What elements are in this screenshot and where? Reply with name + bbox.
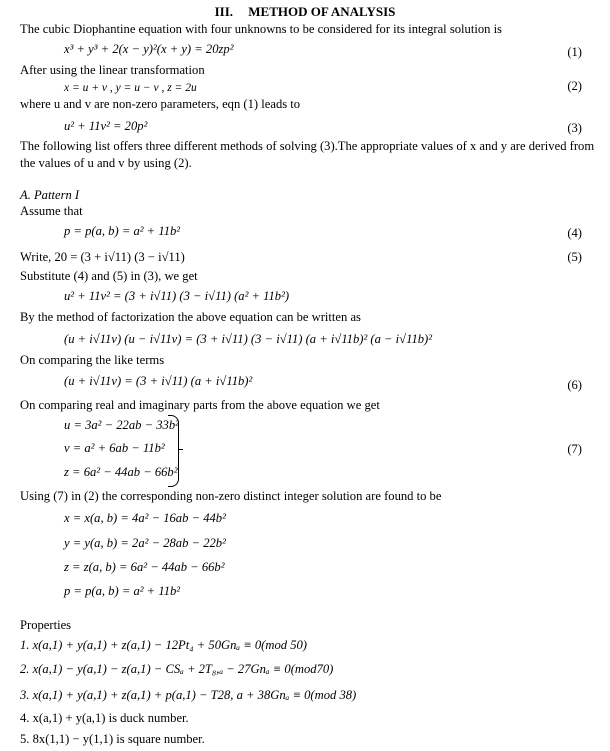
pattern-title: A. Pattern I [20,188,80,202]
section-title: METHOD OF ANALYSIS [248,4,396,19]
equation-7-u: u = 3a² − 22ab − 33b² [64,418,179,432]
equation-substituted: u² + 11v² = (3 + i√11) (3 − i√11) (a² + 11b²) [64,289,290,303]
equation-5: Write, 20 = (3 + i√11) (3 − i√11) [20,250,185,264]
comparing-real-text: On comparing real and imaginary parts from the above equation we get [20,398,380,412]
equation-4-number: (4) [567,226,582,240]
using-7-text: Using (7) in (2) the corresponding non-zero distinct integer solution are found to be [20,489,442,503]
equation-1: x³ + y³ + 2(x − y)²(x + y) = 20zp² [64,42,234,56]
equation-1-number: (1) [567,45,582,59]
properties-title: Properties [20,618,72,632]
property-2: 2. x(a,1) − y(a,1) − z(a,1) − CSₐ + 2T₈,ₐ − 27Gnₐ ≡ 0(mod70) [20,662,334,676]
section-numeral: III. [214,4,234,19]
property-3: 3. x(a,1) + y(a,1) + z(a,1) + p(a,1) − T28, a + 38Gnₐ ≡ 0(mod 38) [20,688,357,702]
equation-7-v: v = a² + 6ab − 11b² [64,441,165,455]
factorization-text: By the method of factorization the above equation can be written as [20,310,361,324]
equation-2: x = u + v , y = u − v , z = 2u [64,82,197,94]
solution-p: p = p(a, b) = a² + 11b² [64,584,181,598]
equation-3-number: (3) [567,121,582,135]
methods-text-line-2: the values of u and v by using (2). [20,156,192,170]
section-heading [0,4,610,20]
equation-factorized: (u + i√11v) (u − i√11v) = (3 + i√11) (3 − i√11) (a + i√11b)² (a − i√11b)² [64,332,433,346]
property-4: 4. x(a,1) + y(a,1) is duck number. [20,711,189,725]
equation-7-number: (7) [567,442,582,456]
comparing-like-text: On comparing the like terms [20,353,165,367]
solution-z: z = z(a, b) = 6a² − 44ab − 66b² [64,560,225,574]
equation-2-number: (2) [567,79,582,93]
equation-5-number: (5) [567,250,582,264]
where-text: where u and v are non-zero parameters, eqn (1) leads to [20,97,301,111]
solution-y: y = y(a, b) = 2a² − 28ab − 22b² [64,536,226,550]
equation-6: (u + i√11v) = (3 + i√11) (a + i√11b)² [64,374,253,388]
methods-text-line-1: The following list offers three different methods of solving (3).The appropriate values of x and y are derived from [20,139,595,153]
substitute-text: Substitute (4) and (5) in (3), we get [20,269,198,283]
property-5: 5. 8x(1,1) − y(1,1) is square number. [20,732,205,746]
intro-text: The cubic Diophantine equation with four unknowns to be considered for its integral solution is [20,22,502,36]
equation-4: p = p(a, b) = a² + 11b² [64,224,181,238]
equation-7-brace [168,415,179,487]
transform-text: After using the linear transformation [20,63,205,77]
equation-6-number: (6) [567,378,582,392]
equation-3: u² + 11v² = 20p² [64,119,148,133]
equation-7-z: z = 6a² − 44ab − 66b² [64,465,178,479]
assume-text: Assume that [20,204,83,218]
solution-x: x = x(a, b) = 4a² − 16ab − 44b² [64,511,226,525]
property-1: 1. x(a,1) + y(a,1) + z(a,1) − 12Pt₄ + 50Gnₐ ≡ 0(mod 50) [20,638,307,652]
